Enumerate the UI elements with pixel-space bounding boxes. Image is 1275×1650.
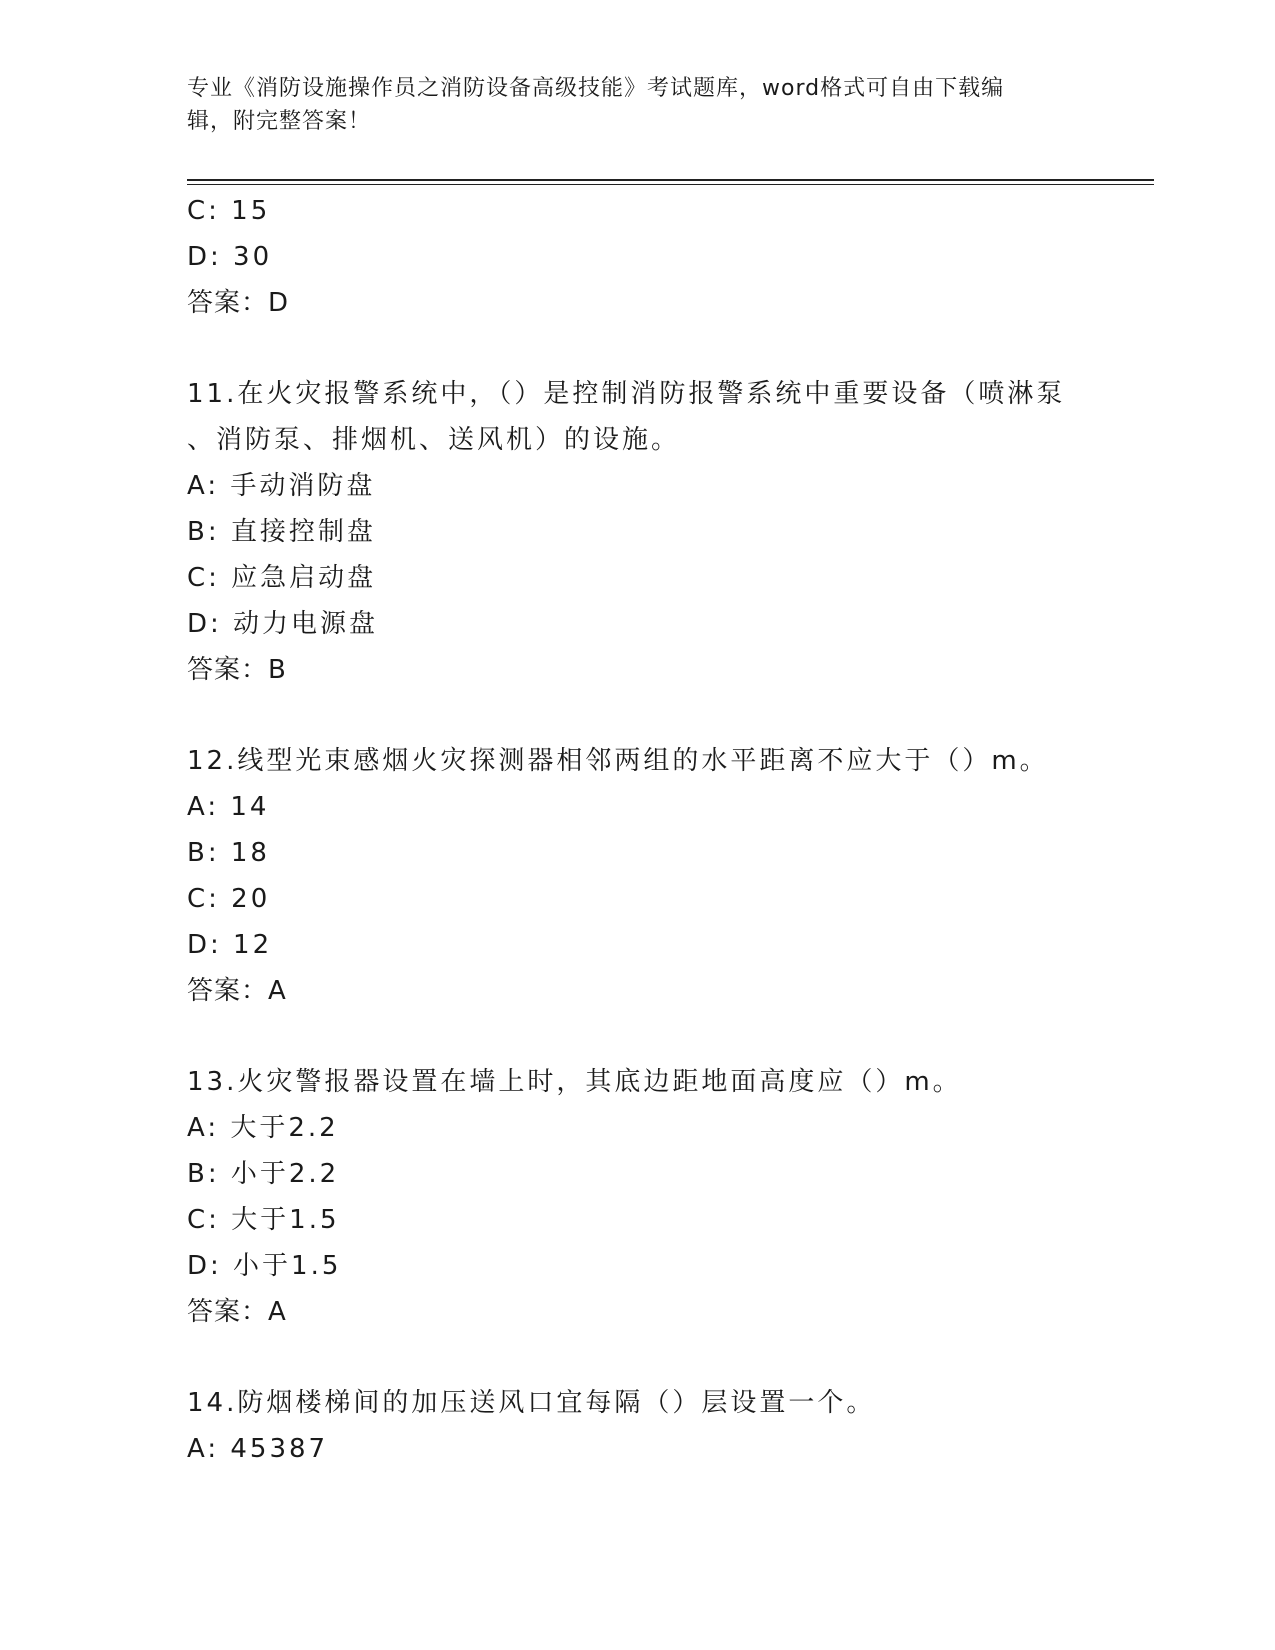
option-b: B: 直接控制盘 — [187, 517, 376, 547]
answer-line: 答案：D — [187, 288, 290, 318]
option-c: C: 大于1.5 — [187, 1205, 340, 1235]
option-c: C: 20 — [187, 884, 271, 914]
answer-line: 答案：B — [187, 655, 287, 685]
question-text: 14.防烟楼梯间的加压送风口宜每隔（）层设置一个。 — [187, 1388, 876, 1418]
option-a: A: 手动消防盘 — [187, 471, 376, 501]
question-10-continuation — [187, 188, 1087, 326]
spacer — [187, 1014, 1087, 1059]
answer-line: 答案：A — [187, 1297, 287, 1327]
header-divider-thick — [187, 179, 1154, 181]
option-a: A: 14 — [187, 792, 270, 822]
option-c: C: 应急启动盘 — [187, 563, 377, 593]
option-d: D: 30 — [187, 242, 273, 272]
header-line-1: 专业《消防设施操作员之消防设备高级技能》考试题库，word格式可自由下载编 — [187, 76, 1005, 101]
spacer — [187, 326, 1087, 371]
spacer — [187, 693, 1087, 738]
option-b: B: 小于2.2 — [187, 1159, 340, 1189]
option-d: D: 12 — [187, 930, 273, 960]
option-a: A: 大于2.2 — [187, 1113, 339, 1143]
option-d: D: 动力电源盘 — [187, 609, 379, 639]
question-text: 、消防泵、排烟机、送风机）的设施。 — [187, 425, 681, 455]
question-text: 13.火灾警报器设置在墙上时，其底边距地面高度应（）m。 — [187, 1067, 962, 1097]
header-line-2: 辑，附完整答案！ — [187, 109, 372, 134]
header-divider-thin — [187, 184, 1154, 185]
question-text: 12.线型光束感烟火灾探测器相邻两组的水平距离不应大于（）m。 — [187, 746, 1049, 776]
option-c: C: 15 — [187, 196, 271, 226]
spacer — [187, 1335, 1087, 1380]
option-d: D: 小于1.5 — [187, 1251, 342, 1281]
question-12 — [187, 738, 1087, 1014]
question-text: 11.在火灾报警系统中，（）是控制消防报警系统中重要设备（喷淋泵 — [187, 379, 1066, 409]
question-content — [187, 188, 1087, 1472]
question-11 — [187, 371, 1087, 693]
document-header — [187, 72, 1067, 138]
option-b: B: 18 — [187, 838, 270, 868]
question-13 — [187, 1059, 1087, 1335]
option-a: A: 45387 — [187, 1434, 329, 1464]
question-14 — [187, 1380, 1087, 1472]
answer-line: 答案：A — [187, 976, 287, 1006]
